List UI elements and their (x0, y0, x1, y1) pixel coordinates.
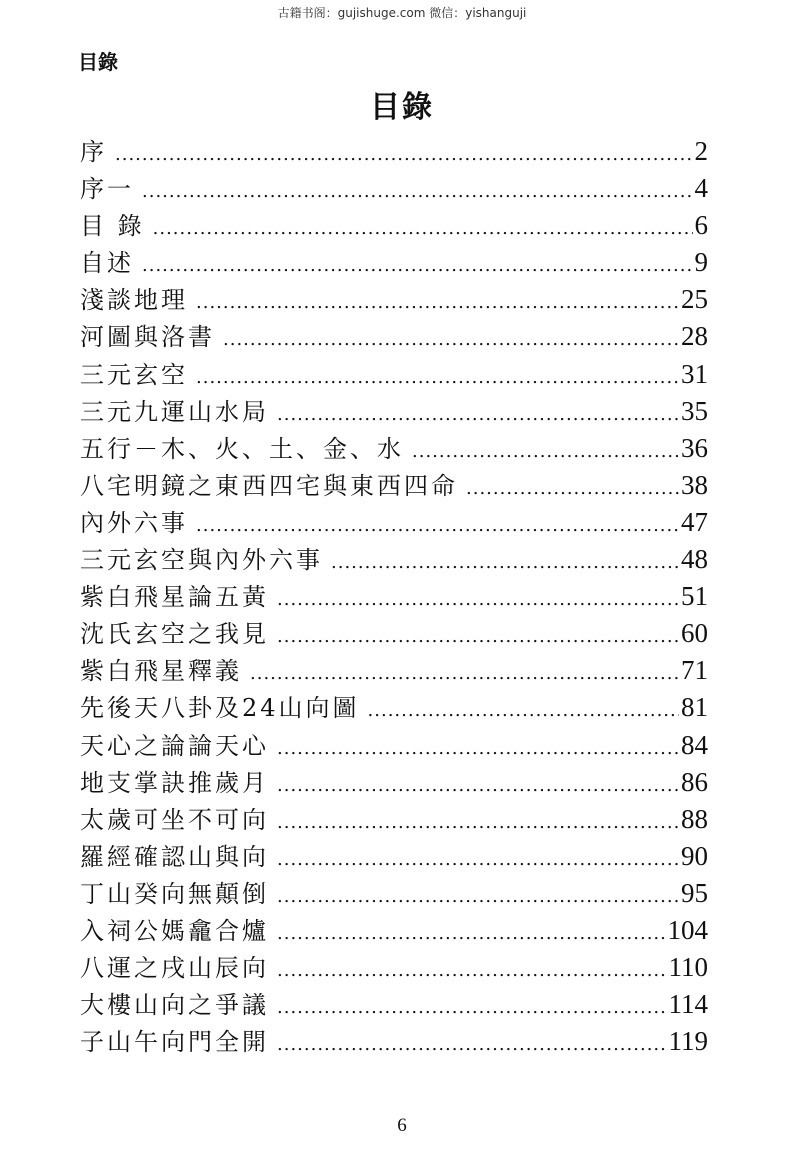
toc-entry (80, 356, 708, 393)
toc-dot-leader (277, 989, 667, 1026)
toc-entry (80, 133, 708, 170)
toc-entry-page: 110 (668, 952, 708, 983)
toc-dot-leader (368, 692, 679, 729)
toc-entry-page: 4 (694, 173, 708, 204)
toc-entry-page: 60 (681, 618, 708, 649)
toc-entry-title: 序一 (80, 175, 134, 204)
toc-dot-leader (250, 655, 679, 692)
toc-entry-page: 9 (694, 247, 708, 278)
toc-entry-page: 6 (694, 210, 708, 241)
toc-entry-title: 地支掌訣推歲月 (80, 768, 269, 797)
toc-entry-title: 八運之戌山辰向 (80, 954, 269, 983)
toc-entry (80, 875, 708, 912)
toc-entry-page: 47 (681, 506, 708, 537)
toc-entry-title: 沈氏玄空之我見 (80, 620, 269, 649)
toc-entry (80, 393, 708, 430)
toc-entry-title: 羅經確認山與向 (80, 842, 269, 871)
page-number: 6 (397, 1115, 407, 1136)
toc-dot-leader (277, 915, 666, 952)
toc-entry (80, 281, 708, 318)
toc-dot-leader (277, 581, 679, 618)
toc-entry-page: 84 (681, 729, 708, 760)
toc-entry (80, 318, 708, 355)
toc-entry-title: 大樓山向之爭議 (80, 991, 269, 1020)
toc-entry-title: 紫白飛星論五黃 (80, 583, 269, 612)
toc-dot-leader (153, 210, 693, 247)
toc-entry-title: 內外六事 (80, 508, 188, 537)
toc-dot-leader (196, 359, 679, 396)
toc-dot-leader (277, 878, 679, 915)
toc-entry-title: 五行－木、火、土、金、水 (80, 434, 404, 463)
toc-entry-title: 淺談地理 (80, 286, 188, 315)
toc-entry-page: 81 (681, 692, 708, 723)
toc-dot-leader (331, 544, 679, 581)
toc-entry (80, 912, 708, 949)
toc-entry (80, 578, 708, 615)
toc-entry (80, 244, 708, 281)
toc-entry-page: 90 (681, 840, 708, 871)
toc-dot-leader (277, 396, 679, 433)
toc-dot-leader (277, 767, 679, 804)
toc-entry-title: 八宅明鏡之東西四宅與東西四命 (80, 471, 458, 500)
toc-entry (80, 949, 708, 986)
toc-dot-leader (142, 247, 693, 284)
toc-entry-page: 51 (681, 581, 708, 612)
toc-entry (80, 689, 708, 726)
toc-entry (80, 986, 708, 1023)
toc-entry-title: 三元玄空 (80, 360, 188, 389)
toc-entry (80, 430, 708, 467)
toc-dot-leader (466, 470, 679, 507)
running-header: 目錄 (78, 50, 118, 74)
toc-dot-leader (223, 321, 679, 358)
toc-entry-title: 天心之論論天心 (80, 731, 269, 760)
toc-entry-page: 114 (668, 989, 708, 1020)
toc-entry-page: 48 (681, 544, 708, 575)
toc-entry-title: 三元玄空與內外六事 (80, 546, 323, 575)
toc-dot-leader (277, 952, 667, 989)
toc-entry-page: 28 (681, 321, 708, 352)
toc-dot-leader (196, 507, 679, 544)
watermark-text: 古籍书阁：gujishuge.com 微信：yishanguji (277, 6, 527, 20)
toc-entry (80, 467, 708, 504)
toc-dot-leader (142, 173, 693, 210)
toc-dot-leader (277, 804, 679, 841)
toc-entry-page: 2 (694, 136, 708, 166)
toc-dot-leader (277, 1026, 667, 1063)
toc-dot-leader (277, 841, 679, 878)
toc-entry-title: 紫白飛星釋義 (80, 657, 242, 686)
toc-entry (80, 615, 708, 652)
toc-entry (80, 652, 708, 689)
toc-entry-page: 31 (681, 358, 708, 389)
toc-entry-title: 入祠公媽龕合爐 (80, 916, 269, 945)
toc-entry-title: 子山午向門全開 (80, 1028, 269, 1057)
toc-entry-title: 序 (80, 138, 107, 166)
toc-entry-page: 86 (681, 766, 708, 797)
toc-dot-leader (196, 284, 679, 321)
toc-entry-page: 38 (681, 469, 708, 500)
toc-dot-leader (277, 618, 679, 655)
toc-entry-page: 119 (668, 1026, 708, 1057)
toc-entry (80, 207, 708, 244)
toc-entry (80, 170, 708, 207)
toc-entry-title: 目 錄 (80, 212, 145, 241)
toc-entry-page: 71 (681, 655, 708, 686)
toc-dot-leader (412, 433, 679, 470)
toc-entry-title: 先後天八卦及24山向圖 (80, 694, 360, 723)
toc-entry-title: 自述 (80, 249, 134, 278)
toc-entry-title: 河圖與洛書 (80, 323, 215, 352)
toc-entry-page: 104 (667, 914, 708, 945)
toc-entry (80, 838, 708, 875)
toc-entry-page: 25 (681, 284, 708, 315)
toc-dot-leader (115, 136, 693, 173)
page-title: 目錄 (370, 90, 434, 125)
toc-entry (80, 504, 708, 541)
toc-entry (80, 727, 708, 764)
toc-entry-page: 88 (681, 803, 708, 834)
toc-entry (80, 1023, 708, 1060)
toc-dot-leader (277, 730, 679, 767)
toc-entry-title: 三元九運山水局 (80, 397, 269, 426)
toc-entry-title: 太歲可坐不可向 (80, 805, 269, 834)
table-of-contents (80, 133, 708, 1060)
toc-entry (80, 541, 708, 578)
toc-entry-page: 35 (681, 395, 708, 426)
toc-entry-page: 36 (681, 432, 708, 463)
toc-entry (80, 801, 708, 838)
toc-entry-title: 丁山癸向無顛倒 (80, 879, 269, 908)
toc-entry-page: 95 (681, 877, 708, 908)
toc-entry (80, 764, 708, 801)
